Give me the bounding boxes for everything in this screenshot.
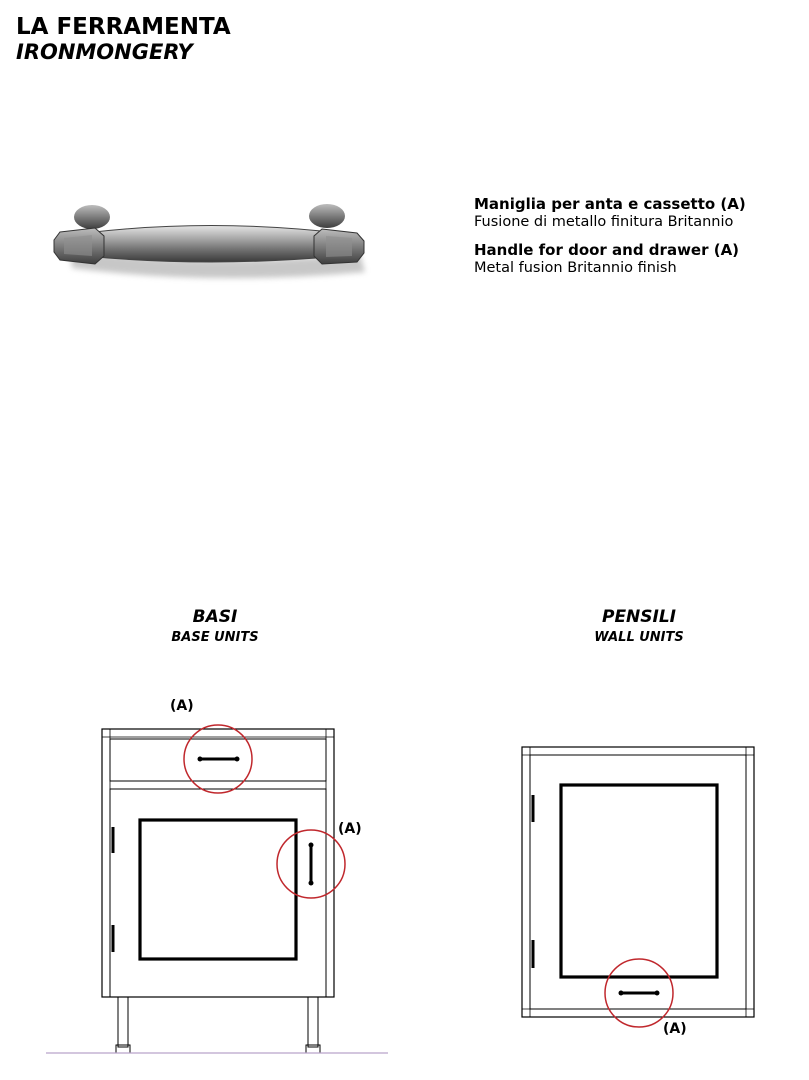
page-subtitle: IRONMONGERY — [16, 40, 193, 64]
wall-handle-label: (A) — [663, 1021, 687, 1037]
product-name-it: Maniglia per anta e cassetto (A) — [474, 195, 746, 213]
drawer-handle-label: (A) — [170, 698, 194, 714]
page-title: LA FERRAMENTA — [16, 14, 231, 40]
door-handle-label: (A) — [338, 821, 362, 837]
base-units-subtitle: BASE UNITS — [171, 630, 259, 645]
product-finish-en: Metal fusion Britannio finish — [474, 260, 677, 276]
product-name-en: Handle for door and drawer (A) — [474, 241, 740, 259]
drawer-handle-callout — [184, 725, 252, 793]
wall-door-handle-callout — [605, 959, 673, 1027]
door-handle-callout — [277, 830, 345, 898]
wall-units-subtitle: WALL UNITS — [594, 630, 684, 645]
product-description — [474, 195, 804, 277]
wall-units-title: PENSILI — [601, 607, 677, 627]
base-units-title: BASI — [192, 607, 238, 627]
product-finish-it: Fusione di metallo finitura Britannio — [474, 214, 734, 230]
